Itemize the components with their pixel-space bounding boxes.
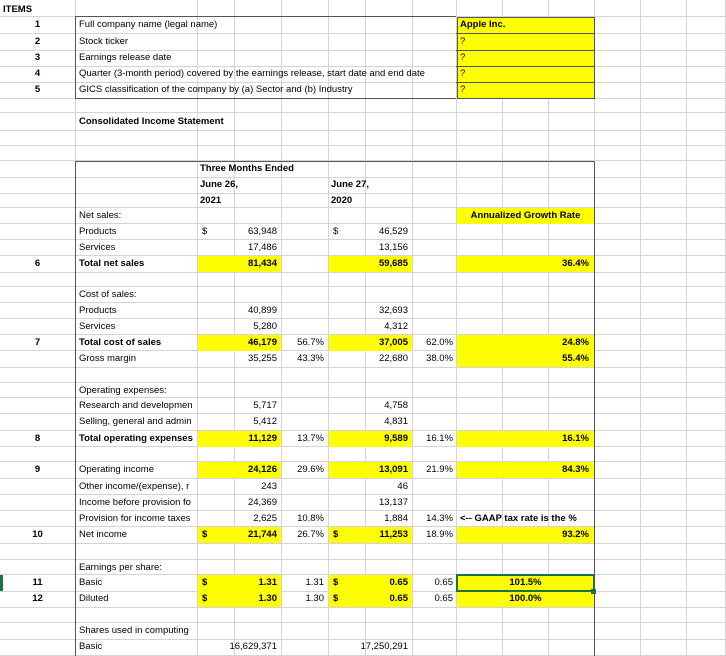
col2-year: 2020 [331,195,353,206]
value-2020[interactable]: 17,250,291 [360,641,408,652]
growth-rate[interactable]: 55.4% [562,353,589,364]
value-2021[interactable]: 24,369 [247,497,277,508]
growth-rate[interactable]: 16.1% [562,433,589,444]
row-number: 11 [32,577,43,588]
pct-2021[interactable]: 10.8% [297,513,324,524]
row-number: 9 [34,464,41,475]
value-2021[interactable]: 1.30 [258,593,277,604]
value-2020[interactable]: 13,156 [378,242,408,253]
pct-2021[interactable]: 1.30 [305,593,324,604]
line-label: Services [79,321,116,332]
value-2020[interactable]: 37,005 [378,337,408,348]
pct-2021[interactable]: 26.7% [297,529,324,540]
value-2021[interactable]: 5,412 [253,416,277,427]
pct-2020[interactable]: 21.9% [426,464,453,475]
value-2021[interactable]: 40,899 [247,305,277,316]
line-label: Total net sales [79,258,145,269]
currency-symbol: $ [202,593,208,604]
line-label: Income before provision fo [79,497,191,508]
answer-cell[interactable]: ? [460,84,466,95]
value-2020[interactable]: 22,680 [378,353,408,364]
value-2020[interactable]: 46 [397,481,408,492]
pct-2020[interactable]: 18.9% [426,529,453,540]
section-label: Net sales: [79,210,122,221]
answer-cell[interactable]: ? [460,68,466,79]
value-2021[interactable]: 35,255 [247,353,277,364]
answer-cell[interactable]: Apple Inc. [460,19,506,30]
line-label: Other income/(expense), r [79,481,190,492]
currency-symbol: $ [202,577,208,588]
value-2021[interactable]: 16,629,371 [229,641,277,652]
value-2020[interactable]: 59,685 [378,258,408,269]
row-number: 7 [34,337,41,348]
item-label: Quarter (3-month period) covered by the earnings release, start date and end date [79,68,425,79]
pct-2020[interactable]: 16.1% [426,433,453,444]
growth-rate[interactable]: 24.8% [562,337,589,348]
line-label: Diluted [79,593,109,604]
line-label: Selling, general and admin [79,416,192,427]
value-2021[interactable]: 46,179 [247,337,277,348]
growth-rate[interactable]: 36.4% [562,258,589,269]
line-label: Total cost of sales [79,337,162,348]
value-2021[interactable]: 21,744 [247,529,277,540]
value-2020[interactable]: 4,831 [384,416,408,427]
pct-2020[interactable]: 0.65 [434,593,453,604]
row-number: 8 [34,433,41,444]
row-number: 6 [34,258,41,269]
gridline [0,112,726,113]
gridline [0,130,726,131]
section-label: Shares used in computing [79,625,189,636]
line-label: Products [79,226,117,237]
pct-2021[interactable]: 29.6% [297,464,324,475]
line-label: Basic [79,641,103,652]
col1-date: June 26, [200,179,239,190]
currency-symbol: $ [333,577,339,588]
items-header: ITEMS [3,4,33,15]
answer-cell[interactable]: ? [460,52,466,63]
row-number: 1 [34,19,41,30]
value-2021[interactable]: 63,948 [247,226,277,237]
line-label: Research and developmen [79,400,193,411]
currency-symbol: $ [333,593,339,604]
pct-2021[interactable]: 1.31 [305,577,324,588]
col1-year: 2021 [200,195,222,206]
statement-title: Consolidated Income Statement [79,116,224,127]
value-2021[interactable]: 11,129 [248,433,277,444]
value-2021[interactable]: 2,625 [253,513,277,524]
value-2020[interactable]: 9,589 [384,433,408,444]
item-label: Full company name (legal name) [79,19,218,30]
row-number: 2 [34,36,41,47]
currency-symbol: $ [202,529,208,540]
item-label: Stock ticker [79,36,129,47]
value-2020[interactable]: 0.65 [389,593,408,604]
line-label: Total operating expenses [79,433,193,444]
section-label: Earnings per share: [79,562,162,573]
growth-rate[interactable]: 93.2% [562,529,589,540]
value-2020[interactable]: 46,529 [378,226,408,237]
growth-rate[interactable]: 84.3% [562,464,589,475]
row-number: 5 [34,84,41,95]
growth-rate[interactable]: 100.0% [509,593,542,604]
col2-date: June 27, [331,179,370,190]
section-label: Operating expenses: [79,385,167,396]
item-label: GICS classification of the company by (a) Sector and (b) Industry [79,84,353,95]
value-2021[interactable]: 81,434 [247,258,277,269]
growth-rate[interactable]: 101.5% [509,577,542,588]
currency-symbol: $ [333,529,339,540]
line-label: Operating income [79,464,154,475]
period-header: Three Months Ended [200,163,294,174]
value-2021[interactable]: 24,126 [247,464,277,475]
line-label: Gross margin [79,353,137,364]
row-number: 12 [32,593,43,604]
row-number: 4 [34,68,41,79]
row-number: 3 [34,52,41,63]
value-2020[interactable]: 4,758 [384,400,408,411]
currency-symbol: $ [333,226,339,237]
line-label: Services [79,242,116,253]
value-2020[interactable]: 0.65 [389,577,408,588]
value-2020[interactable]: 13,137 [378,497,408,508]
value-2020[interactable]: 13,091 [378,464,408,475]
line-label: Net income [79,529,128,540]
currency-symbol: $ [202,226,208,237]
value-2021[interactable]: 5,717 [253,400,277,411]
value-2020[interactable]: 11,253 [379,529,408,540]
pct-2020[interactable]: 38.0% [426,353,453,364]
value-2020[interactable]: 4,312 [384,321,408,332]
pct-2021[interactable]: 43.3% [297,353,324,364]
line-label: Products [79,305,117,316]
row-number: 10 [32,529,43,540]
value-2020[interactable]: 32,693 [378,305,408,316]
value-2021[interactable]: 243 [261,481,277,492]
section-label: Cost of sales: [79,289,137,300]
gaap-note: <-- GAAP tax rate is the % [460,513,577,524]
line-label: Provision for income taxes [79,513,191,524]
growth-header: Annualized Growth Rate [470,210,581,221]
pct-2020[interactable]: 14.3% [426,513,453,524]
answer-cell[interactable]: ? [460,36,466,47]
pct-2021[interactable]: 56.7% [297,337,324,348]
line-label: Basic [79,577,103,588]
item-label: Earnings release date [79,52,172,63]
pct-2020[interactable]: 62.0% [426,337,453,348]
pct-2021[interactable]: 13.7% [297,433,324,444]
value-2021[interactable]: 17,486 [247,242,277,253]
value-2021[interactable]: 5,280 [253,321,277,332]
value-2021[interactable]: 1.31 [258,577,277,588]
gridline [0,145,726,146]
value-2020[interactable]: 1,884 [384,513,408,524]
pct-2020[interactable]: 0.65 [434,577,453,588]
